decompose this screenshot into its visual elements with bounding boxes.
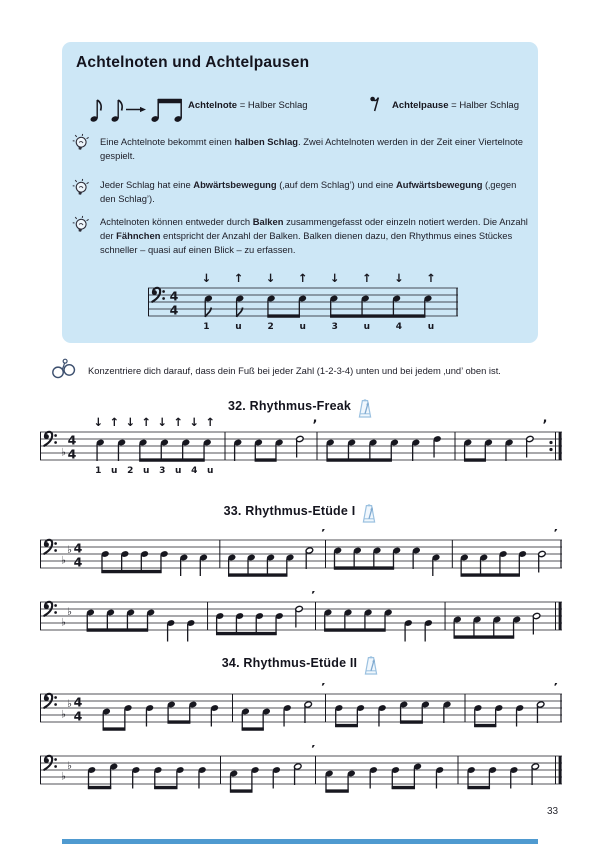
svg-text:↑: ↑ [233, 271, 244, 285]
lightbulb-icon [71, 215, 91, 237]
svg-text:u: u [207, 466, 214, 476]
metronome-icon [364, 656, 378, 676]
svg-text:↓: ↓ [329, 271, 340, 285]
svg-text:♭: ♭ [67, 544, 72, 557]
svg-text:2: 2 [267, 322, 274, 332]
exercise-34-staff-1 [40, 683, 562, 737]
svg-text:u: u [363, 322, 371, 332]
exercise-33-staff-1 [40, 529, 562, 583]
svg-text:’: ’ [553, 529, 559, 542]
eighth-rest-term: Achtelpause [392, 100, 449, 111]
eighth-note-term: Achtelnote [188, 100, 238, 111]
eighth-note-caption: Achtelnote = Halber Schlag [188, 100, 308, 111]
svg-text:4: 4 [191, 466, 198, 476]
glasses-icon [50, 356, 78, 382]
svg-text:u: u [111, 466, 118, 476]
exercise-34-staff-2 [40, 745, 562, 799]
svg-text:1: 1 [95, 466, 102, 476]
svg-text:’: ’ [311, 591, 316, 604]
svg-text:’: ’ [321, 529, 326, 542]
focus-text: Konzentriere dich darauf, dass dein Fuß bei jeder Zahl (1-2-3-4) unten und bei jedem ‚und’ oben ist. [88, 365, 501, 376]
svg-text:↓: ↓ [125, 415, 136, 429]
svg-text:4: 4 [67, 432, 77, 448]
svg-text:4: 4 [73, 694, 83, 710]
svg-text:↓: ↓ [201, 271, 212, 285]
svg-text:4: 4 [395, 322, 403, 332]
svg-text:↑: ↑ [361, 271, 372, 285]
lightbulb-icon [71, 133, 91, 155]
exercise-33-heading [0, 502, 600, 524]
svg-text:↑: ↑ [173, 415, 184, 429]
svg-text:♭: ♭ [61, 770, 66, 783]
svg-text:♭: ♭ [67, 760, 72, 773]
svg-text:↓: ↓ [93, 415, 104, 429]
tip-text-3: Achtelnoten können entweder durch Balken zusammengefasst oder einzeln notiert werden. Die Anzahl der Fähnchen entspricht der Anzahl der Balken. Balken dienen dazu, den Rhythmus eines Stückes schneller – quasi auf einen Blick – zu erfassen. [100, 216, 528, 256]
intro-staff [148, 262, 458, 338]
footer-bar [62, 839, 538, 844]
lightbulb-icon [71, 178, 91, 200]
svg-text:’: ’ [311, 745, 316, 758]
svg-text:♭: ♭ [61, 616, 66, 629]
exercise-32-staff [40, 404, 562, 482]
exercise-33-staff-2 [40, 591, 562, 645]
svg-text:↓: ↓ [265, 271, 276, 285]
svg-text:u: u [235, 322, 242, 332]
svg-text:↓: ↓ [394, 271, 404, 285]
exercise-34-title: 34. Rhythmus-Etüde II [221, 656, 358, 670]
exercise-33-title: 33. Rhythmus-Etüde I [223, 504, 356, 518]
svg-text:4: 4 [169, 302, 179, 318]
svg-text:u: u [175, 466, 182, 476]
svg-text:u: u [427, 322, 435, 332]
svg-text:’: ’ [542, 418, 548, 434]
svg-text:4: 4 [73, 540, 83, 556]
tip-text-2: Jeder Schlag hat eine Abwärtsbewegung (‚auf dem Schlag’) und eine Aufwärtsbewegung (‚gegen den Schlag’). [100, 179, 517, 205]
svg-text:↑: ↑ [426, 271, 436, 285]
metronome-icon [362, 504, 376, 524]
svg-text:↑: ↑ [141, 415, 152, 429]
svg-text:u: u [143, 466, 150, 476]
svg-text:♭: ♭ [61, 708, 66, 721]
svg-text:↓: ↓ [157, 415, 168, 429]
svg-text:2: 2 [127, 466, 134, 476]
svg-text:4: 4 [169, 288, 179, 304]
svg-text:u: u [299, 322, 306, 332]
eighth-rest-icon [370, 95, 380, 112]
svg-text:4: 4 [73, 708, 83, 724]
svg-text:’: ’ [321, 683, 326, 696]
svg-text:↑: ↑ [205, 415, 216, 429]
page-title: Achtelnoten und Achtelpausen [76, 54, 310, 71]
svg-text:↓: ↓ [189, 415, 200, 429]
svg-text:4: 4 [73, 554, 83, 570]
svg-text:♭: ♭ [61, 554, 66, 567]
eighth-rest-caption: Achtelpause = Halber Schlag [392, 100, 519, 111]
svg-text:↑: ↑ [109, 415, 120, 429]
svg-text:3: 3 [331, 322, 338, 332]
svg-text:♭: ♭ [61, 446, 66, 459]
svg-text:3: 3 [159, 466, 166, 476]
exercise-32-title: 32. Rhythmus-Freak [227, 399, 352, 413]
exercise-34-heading [0, 654, 600, 676]
svg-text:↑: ↑ [297, 271, 308, 285]
svg-text:’: ’ [312, 418, 318, 434]
svg-text:4: 4 [67, 446, 77, 462]
tip-text-1: Eine Achtelnote bekommt einen halben Schlag. Zwei Achtelnoten werden in der Zeit einer Viertelnote gespielt. [100, 136, 523, 162]
svg-text:♭: ♭ [67, 698, 72, 711]
eighth-notes-icon [84, 92, 186, 126]
svg-text:’: ’ [553, 683, 559, 696]
svg-text:1: 1 [203, 322, 210, 332]
svg-text:♭: ♭ [67, 606, 72, 619]
page-number: 33 [547, 806, 559, 817]
